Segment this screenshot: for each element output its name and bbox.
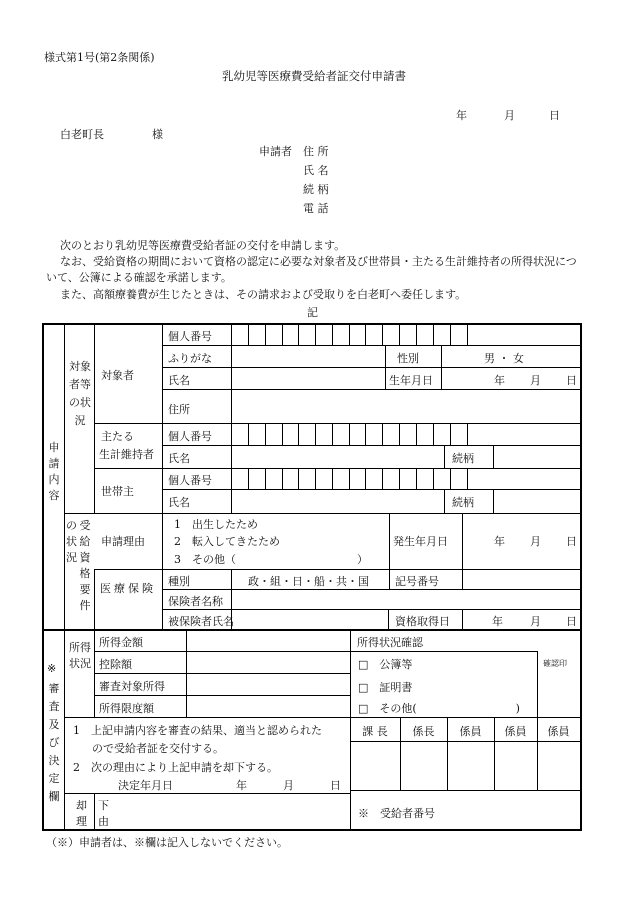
- staff-subsection-chief: 係長: [412, 725, 435, 738]
- mynumber-cell-divider: [231, 468, 232, 489]
- acquired-day[interactable]: 日: [566, 615, 577, 628]
- subject-mynumber-label: 個人番号: [168, 330, 212, 343]
- footer-note: （※）申請者は、※欄は記入しないでください。: [46, 836, 288, 849]
- addressee-name: 白老町長: [60, 128, 104, 141]
- applicant-label: 申請者: [259, 145, 292, 158]
- reason-1[interactable]: 1 出生したため: [174, 518, 258, 531]
- subject-birth-label: 生年月日: [389, 374, 433, 387]
- householder-name-label: 氏名: [168, 496, 190, 509]
- form-number: 様式第1号(第2条関係): [44, 51, 155, 64]
- mynumber-cell-divider: [467, 323, 468, 345]
- mynumber-cell-divider: [282, 468, 283, 489]
- occur-day[interactable]: 日: [566, 535, 577, 548]
- income-amount-label: 所得金額: [99, 636, 143, 649]
- subject-gender-label: 性別: [397, 352, 419, 365]
- mynumber-cell-divider: [382, 423, 383, 445]
- householder-mynumber-label: 個人番号: [168, 474, 212, 487]
- income-status-label: 所得状況: [69, 641, 91, 670]
- mynumber-cell-divider: [298, 323, 299, 345]
- stamp-label: 確認印: [543, 659, 567, 668]
- insured-name-label: 被保険者氏名: [168, 615, 234, 628]
- breadwinner-name-label: 氏名: [168, 452, 190, 465]
- subject-label: 対象者: [101, 369, 134, 382]
- decision-1a: 1 上記申請内容を審査の結果、適当と認められた: [73, 724, 322, 737]
- mynumber-cell-divider: [450, 323, 451, 345]
- body-line-3: いて、公簿による確認を承諾します。: [46, 271, 232, 284]
- review-mark: ※: [47, 662, 57, 675]
- reason-2[interactable]: 2 転入してきたため: [174, 535, 280, 548]
- mynumber-cell-divider: [450, 468, 451, 489]
- body-line-4: また、高額療養費が生じたときは、その請求および受取りを白老町へ委任します。: [60, 288, 467, 301]
- mynumber-cell-divider: [349, 468, 350, 489]
- mynumber-cell-divider: [332, 423, 333, 445]
- decided-date-label: 決定年月日: [118, 779, 173, 792]
- reason-label: 申請理由: [101, 535, 145, 548]
- insurer-name-label: 保険者名称: [168, 595, 223, 608]
- table-border-right: [580, 323, 582, 831]
- acquired-month[interactable]: 月: [530, 615, 541, 628]
- breadwinner-label-1: 主たる: [101, 430, 134, 443]
- body-line-2: なお、受給資格の期間において資格の認定に必要な対象者及び世帯員・主たる生計維持者の所得状況につ: [60, 255, 577, 268]
- certificate-number-label: ※ 受給者番号: [358, 807, 435, 820]
- mynumber-cell-divider: [231, 323, 232, 345]
- applicant-phone[interactable]: 電 話: [303, 202, 329, 215]
- mynumber-cell-divider: [332, 323, 333, 345]
- mynumber-cell-divider: [467, 423, 468, 445]
- target-income-label: 審査対象所得: [99, 680, 165, 693]
- income-limit-label: 所得限度額: [99, 702, 154, 715]
- mynumber-cell-divider: [365, 423, 366, 445]
- section-apply-label: 申請内容: [48, 441, 60, 502]
- check-public-registry[interactable]: □ 公簿等: [358, 658, 413, 671]
- breadwinner-label-2: 生計維持者: [99, 448, 154, 461]
- subject-birth-month[interactable]: 月: [530, 374, 541, 387]
- reject-label-1: 却 下: [76, 799, 109, 812]
- mynumber-cell-divider: [399, 423, 400, 445]
- mynumber-cell-divider: [298, 468, 299, 489]
- mynumber-cell-divider: [231, 423, 232, 445]
- insurance-label: 医療保険: [100, 582, 156, 595]
- subject-birth-day[interactable]: 日: [566, 374, 577, 387]
- table-border-top: [42, 323, 582, 325]
- mynumber-cell-divider: [282, 423, 283, 445]
- mynumber-cell-divider: [416, 468, 417, 489]
- mynumber-cell-divider: [399, 323, 400, 345]
- mynumber-cell-divider: [282, 323, 283, 345]
- mynumber-cell-divider: [265, 423, 266, 445]
- eligibility-col-a: の状況: [66, 519, 77, 564]
- table-border-bottom: [42, 829, 582, 831]
- applicant-name[interactable]: 氏 名: [303, 164, 329, 177]
- page-title: 乳幼児等医療費受給者証交付申請書: [222, 69, 406, 83]
- mynumber-cell-divider: [382, 468, 383, 489]
- eligibility-col-b: 受給資格要件: [79, 519, 91, 612]
- mynumber-cell-divider: [298, 423, 299, 445]
- decided-year[interactable]: 年: [236, 779, 247, 792]
- section-divider: [42, 629, 582, 631]
- mynumber-cell-divider: [382, 323, 383, 345]
- mynumber-cell-divider: [433, 323, 434, 345]
- applicant-relation[interactable]: 続 柄: [303, 183, 329, 196]
- insurance-symbol-label: 記号番号: [395, 575, 439, 588]
- mynumber-cell-divider: [416, 423, 417, 445]
- mynumber-cell-divider: [399, 468, 400, 489]
- subject-name-label: 氏名: [168, 374, 190, 387]
- review-label: 審査及び決定欄: [48, 682, 60, 803]
- occur-month[interactable]: 月: [530, 535, 541, 548]
- breadwinner-relation-label: 続柄: [452, 452, 474, 465]
- decided-month[interactable]: 月: [283, 779, 294, 792]
- mynumber-cell-divider: [467, 468, 468, 489]
- mynumber-cell-divider: [365, 323, 366, 345]
- mynumber-cell-divider: [265, 323, 266, 345]
- householder-label: 世帯主: [101, 485, 134, 498]
- mynumber-cell-divider: [433, 423, 434, 445]
- householder-relation-label: 続柄: [452, 496, 474, 509]
- decision-2: 2 次の理由により上記申請を却下する。: [73, 761, 278, 774]
- acquired-year[interactable]: 年: [492, 615, 503, 628]
- decision-1b: ので受給者証を交付する。: [92, 742, 224, 755]
- insurance-kind-options[interactable]: 政・組・日・船・共・国: [248, 575, 369, 588]
- occur-label: 発生年月日: [393, 535, 448, 548]
- addressee-honorific: 様: [152, 128, 163, 141]
- mynumber-cell-divider: [248, 468, 249, 489]
- mynumber-cell-divider: [332, 468, 333, 489]
- mynumber-cell-divider: [315, 323, 316, 345]
- subject-birth-year[interactable]: 年: [494, 374, 505, 387]
- applicant-address[interactable]: 住 所: [303, 145, 329, 158]
- decided-day[interactable]: 日: [330, 779, 341, 792]
- mynumber-cell-divider: [248, 423, 249, 445]
- mynumber-cell-divider: [450, 423, 451, 445]
- subject-gender-options[interactable]: 男 ・ 女: [484, 352, 524, 365]
- reject-label-2: 理 由: [76, 815, 109, 828]
- mynumber-cell-divider: [315, 468, 316, 489]
- mynumber-cell-divider: [248, 323, 249, 345]
- staff-section-chief: 課 長: [362, 725, 388, 738]
- mynumber-cell-divider: [349, 423, 350, 445]
- subject-furigana-label: ふりがな: [168, 352, 212, 365]
- mynumber-cell-divider: [349, 323, 350, 345]
- reason-3[interactable]: 3 その他（ ）: [174, 553, 368, 566]
- occur-year[interactable]: 年: [494, 535, 505, 548]
- ki-label: 記: [307, 306, 318, 319]
- mynumber-cell-divider: [433, 468, 434, 489]
- staff-member-3: 係員: [547, 725, 570, 738]
- body-line-1: 次のとおり乳幼児等医療費受給者証の交付を申請します。: [60, 239, 346, 252]
- subject-address-label: 住所: [168, 403, 190, 416]
- check-other[interactable]: □ その他( ): [358, 702, 520, 715]
- mynumber-cell-divider: [365, 468, 366, 489]
- mynumber-cell-divider: [315, 423, 316, 445]
- date-month[interactable]: 月: [504, 109, 515, 122]
- staff-member-1: 係員: [459, 725, 482, 738]
- income-confirm-label: 所得状況確認: [357, 636, 423, 649]
- deduction-label: 控除額: [99, 658, 132, 671]
- insurance-kind-label: 種別: [168, 575, 190, 588]
- staff-member-2: 係員: [504, 725, 527, 738]
- acquired-label: 資格取得日: [395, 615, 450, 628]
- target-status-label: 対象者等の状況: [69, 360, 91, 427]
- breadwinner-mynumber-label: 個人番号: [168, 430, 212, 443]
- check-certificate[interactable]: □ 証明書: [358, 681, 413, 694]
- date-year[interactable]: 年: [456, 109, 467, 122]
- mynumber-cell-divider: [416, 323, 417, 345]
- mynumber-cell-divider: [265, 468, 266, 489]
- date-day[interactable]: 日: [549, 109, 560, 122]
